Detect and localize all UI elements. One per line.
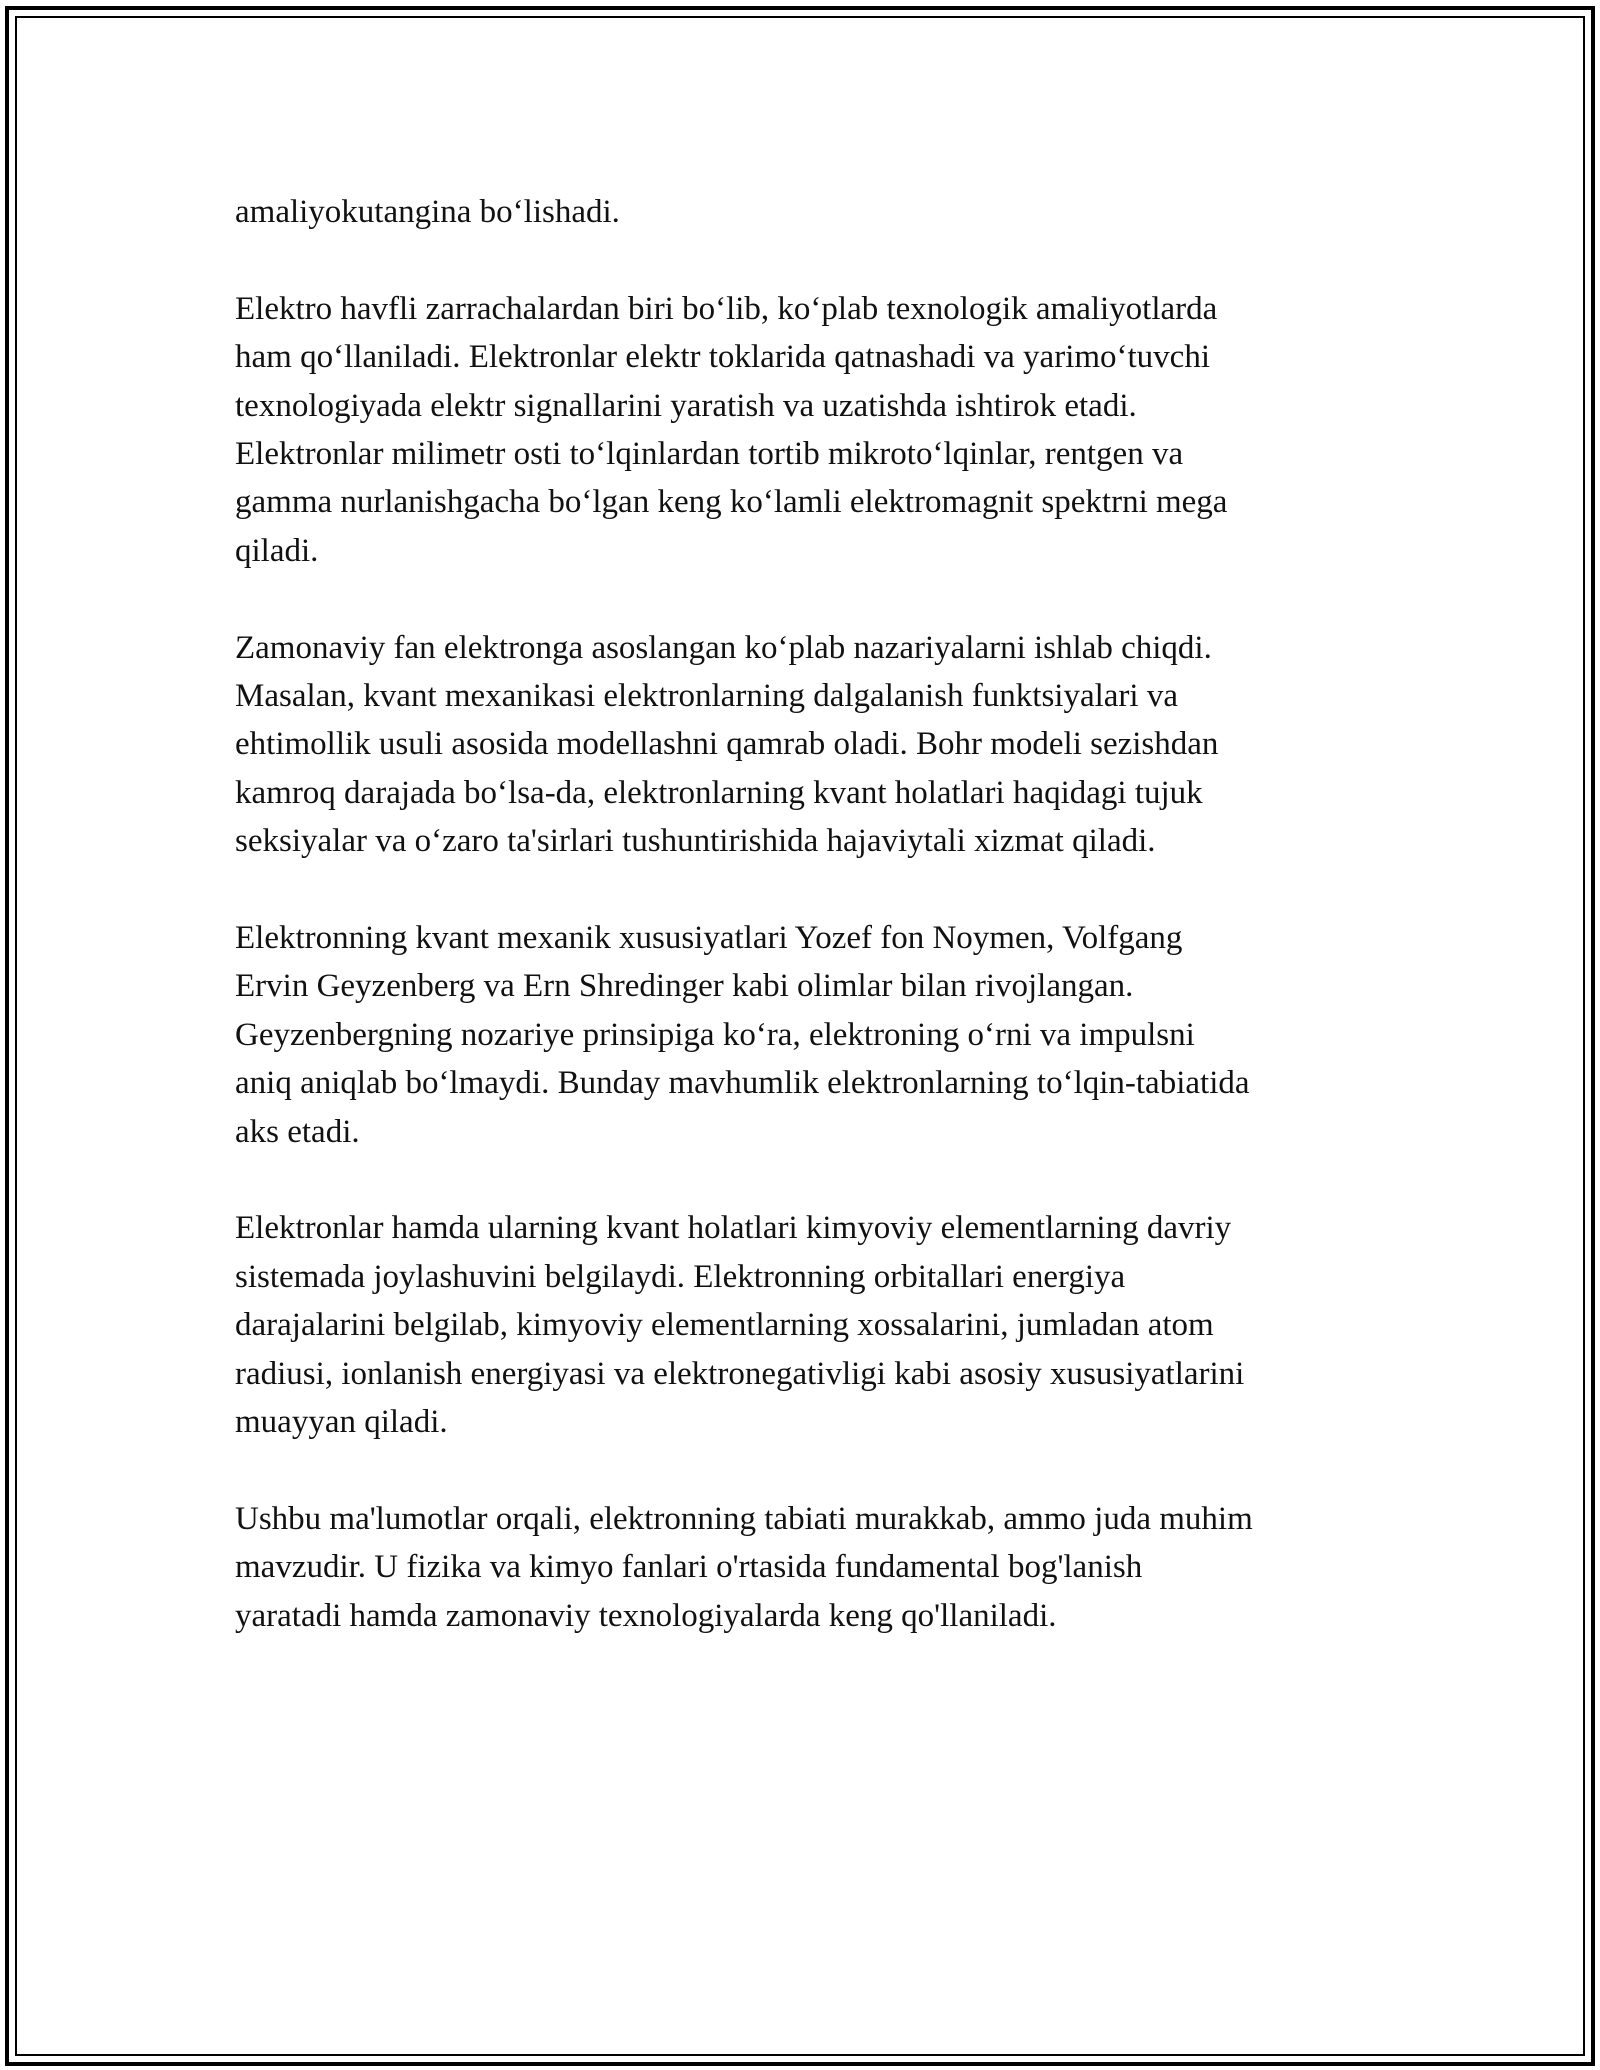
text-line: qiladi. — [235, 532, 319, 569]
text-line: Masalan, kvant mexanikasi elektronlarning dalgalanish funktsiyalari va — [235, 678, 1178, 715]
text-line: Elektronlar milimetr osti to‘lqinlardan tortib mikroto‘lqinlar, rentgen va — [235, 436, 1184, 473]
text-line: darajalarini belgilab, kimyoviy elementlarning xossalarini, jumladan atom — [235, 1307, 1214, 1344]
paragraph — [235, 285, 1385, 575]
text-line: ham qo‘llaniladi. Elektronlar elektr toklarida qatnashadi va yarimo‘tuvchi — [235, 339, 1210, 376]
paragraph — [235, 1204, 1385, 1446]
text-line: texnologiyada elektr signallarini yaratish va uzatishda ishtirok etadi. — [235, 387, 1137, 424]
text-line: amaliyokutangina bo‘lishadi. — [235, 194, 620, 230]
text-line: kamroq darajada bo‘lsa-da, elektronlarning kvant holatlari haqidagi tujuk — [235, 774, 1203, 811]
text-line: Elektro havfli zarrachalardan biri bo‘lib, ko‘plab texnologik amaliyotlarda — [235, 290, 1218, 327]
text-line: Geyzenbergning nozariye prinsipiga ko‘ra, elektroning o‘rni va impulsni — [235, 1016, 1195, 1053]
text-line: radiusi, ionlanish energiyasi va elektronegativligi kabi asosiy xususiyatlarini — [235, 1355, 1245, 1392]
text-line: yaratadi hamda zamonaviy texnologiyalarda keng qo'llaniladi. — [235, 1597, 1057, 1634]
paragraph — [235, 188, 1385, 236]
paragraph — [235, 914, 1385, 1156]
text-line: Ervin Geyzenberg va Ern Shredinger kabi olimlar bilan rivojlangan. — [235, 968, 1134, 1005]
document-body — [235, 188, 1385, 1689]
text-line: muayyan qiladi. — [235, 1404, 448, 1441]
text-line: mavzudir. U fizika va kimyo fanlari o'rtasida fundamental bog'lanish — [235, 1549, 1143, 1586]
text-line: Elektronning kvant mexanik xususiyatlari Yozef fon Noymen, Volfgang — [235, 920, 1183, 957]
text-line: seksiyalar va o‘zaro ta'sirlari tushuntirishida hajaviytali xizmat qiladi. — [235, 823, 1156, 860]
text-line: aks etadi. — [235, 1113, 360, 1150]
text-line: Zamonaviy fan elektronga asoslangan ko‘plab nazariyalarni ishlab chiqdi. — [235, 629, 1212, 666]
paragraph — [235, 1495, 1385, 1640]
paragraph — [235, 624, 1385, 866]
text-line: aniq aniqlab bo‘lmaydi. Bunday mavhumlik elektronlarning to‘lqin-tabiatida — [235, 1065, 1250, 1102]
text-line: gamma nurlanishgacha bo‘lgan keng ko‘lamli elektromagnit spektrni mega — [235, 484, 1228, 521]
text-line: sistemada joylashuvini belgilaydi. Elektronning orbitallari energiya — [235, 1258, 1126, 1295]
text-line: Elektronlar hamda ularning kvant holatlari kimyoviy elementlarning davriy — [235, 1210, 1232, 1247]
text-line: Ushbu ma'lumotlar orqali, elektronning tabiati murakkab, ammo juda muhim — [235, 1500, 1253, 1537]
text-line: ehtimollik usuli asosida modellashni qamrab oladi. Bohr modeli sezishdan — [235, 726, 1219, 763]
